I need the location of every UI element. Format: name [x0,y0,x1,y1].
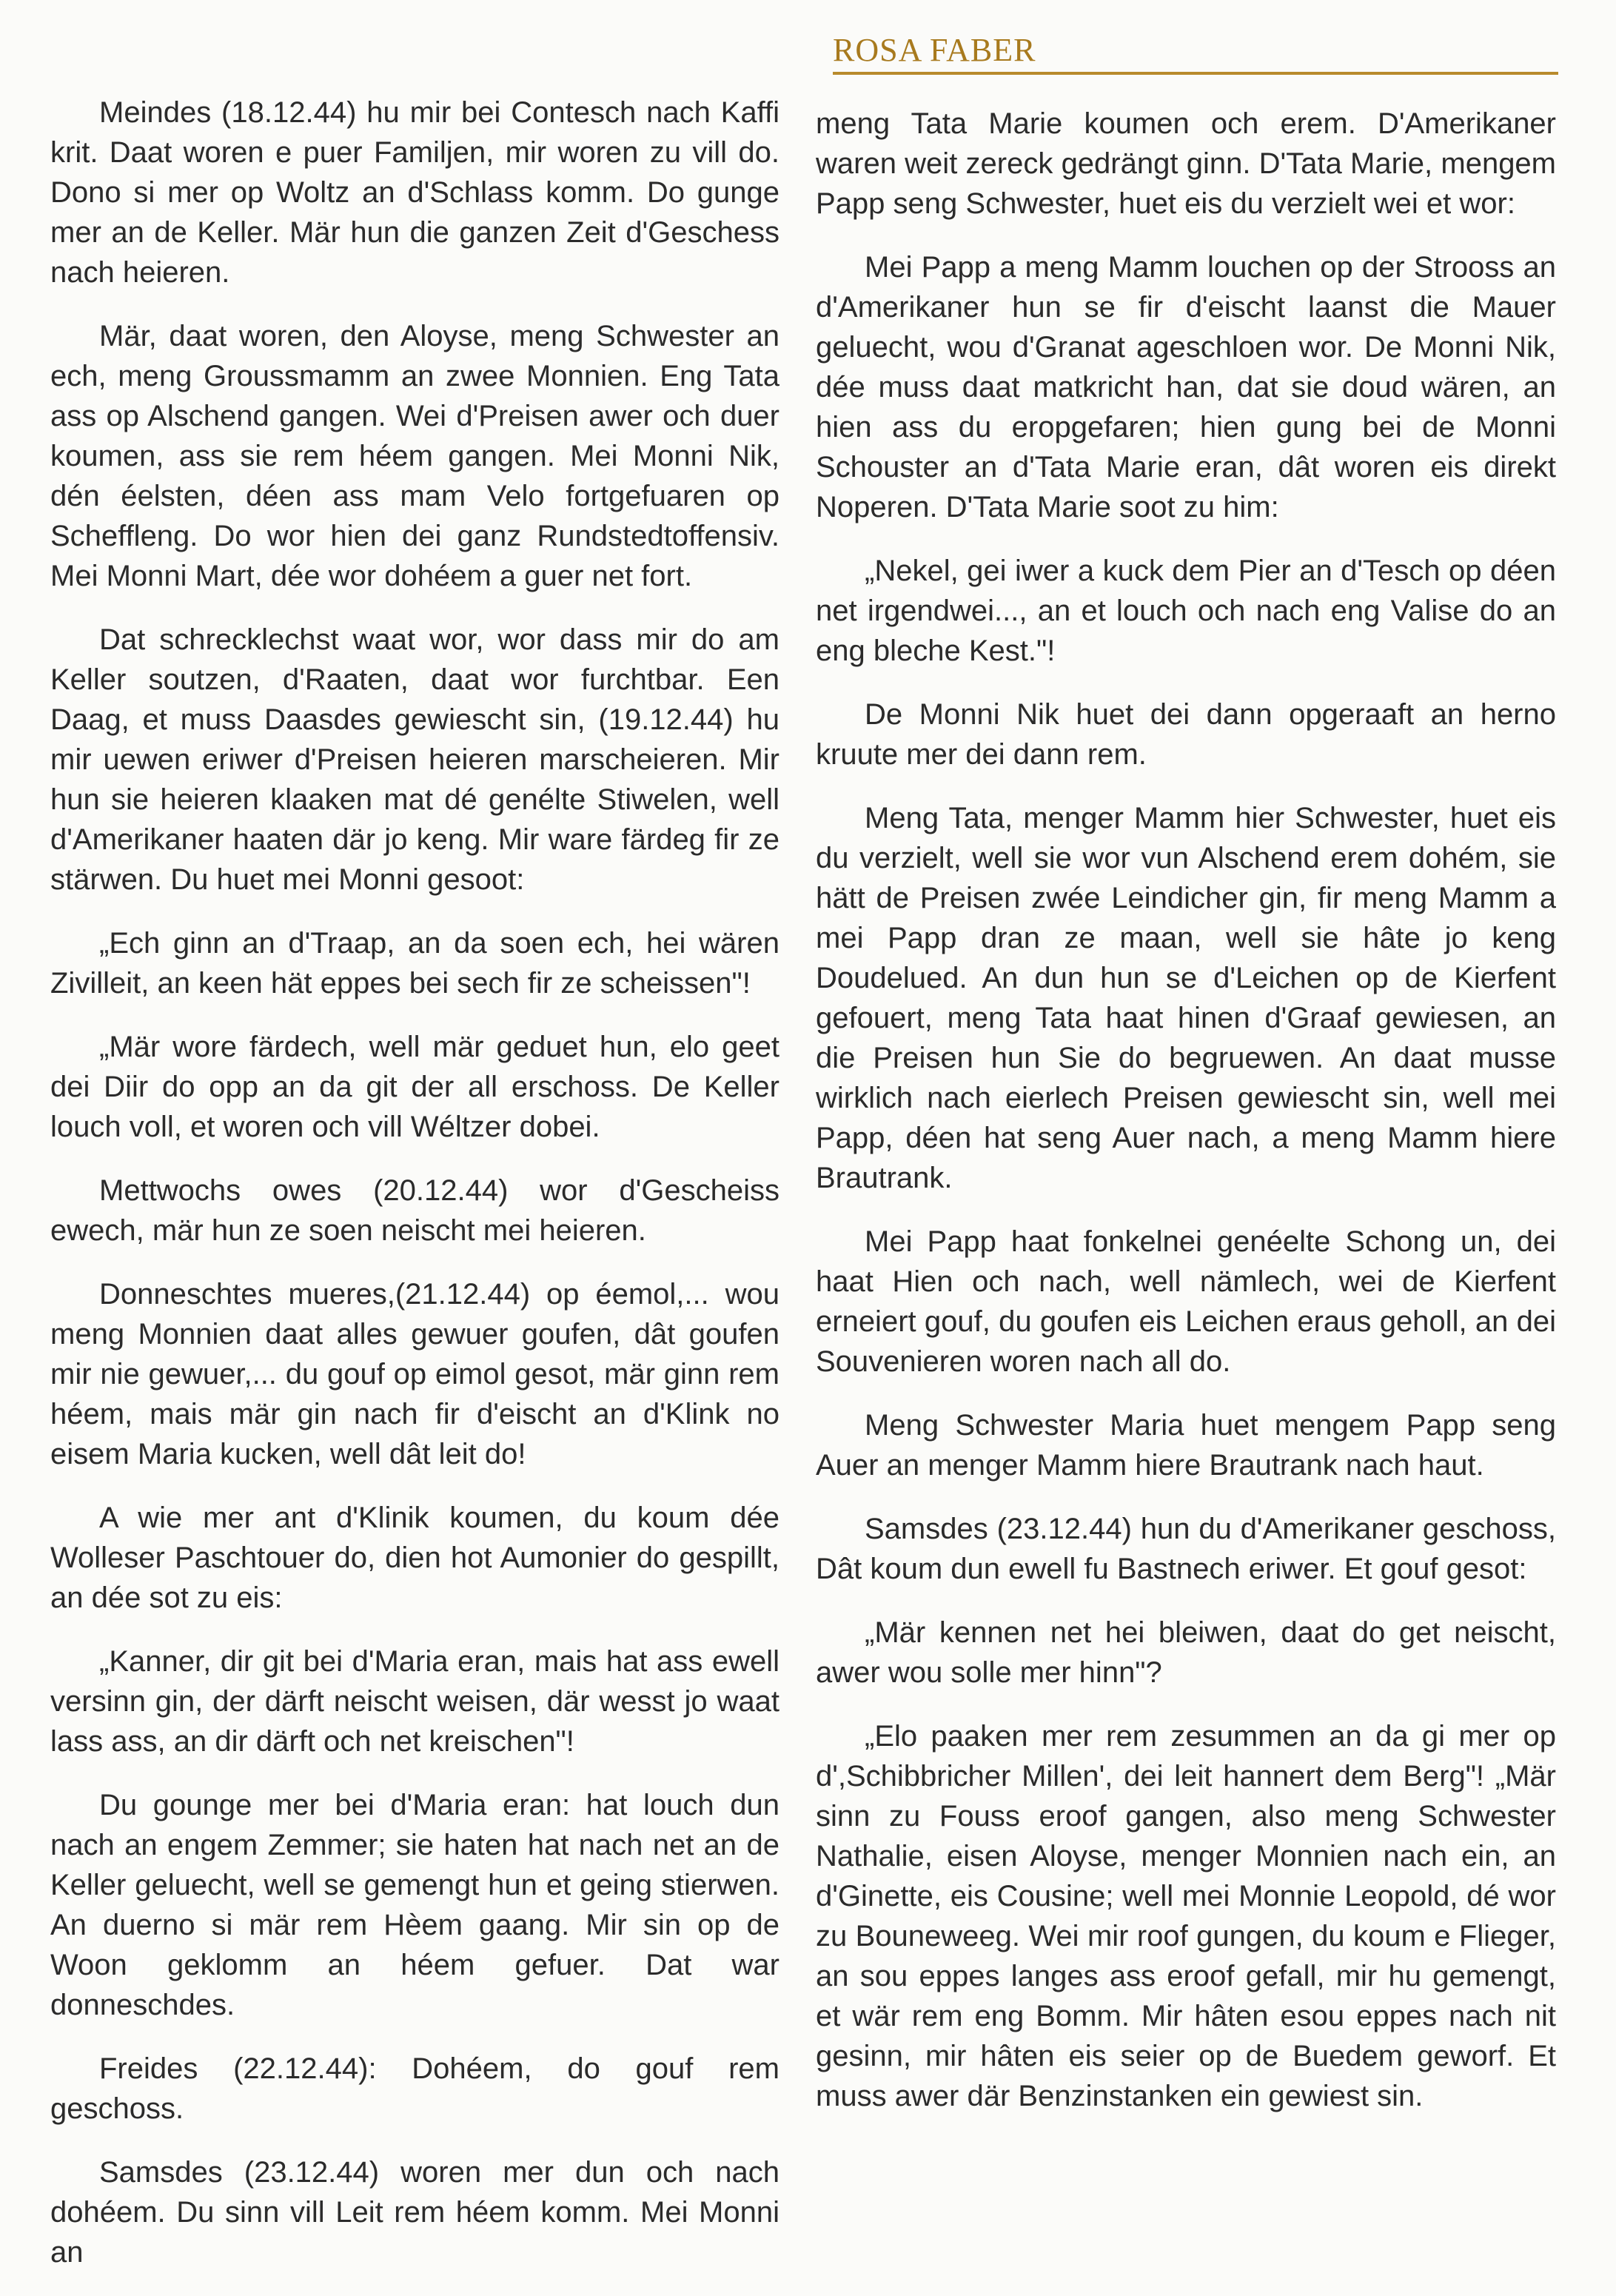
paragraph: Samsdes (23.12.44) hun du d'Amerikaner geschoss, Dât koum dun ewell fu Bastnech eriwer. Et gouf gesot: [816,1513,1556,1585]
paragraph: Meng Schwester Maria huet mengem Papp seng Auer an menger Mamm hiere Brautrank nach haut. [816,1409,1556,1482]
paragraph: Samsdes (23.12.44) woren mer dun och nach dohéem. Du sinn vill Leit rem héem komm. Mei Monni an [50,2156,779,2269]
left-column [50,93,779,2296]
paragraph: „Kanner, dir git bei d'Maria eran, mais hat ass ewell versinn gin, der därft neischt weisen, där wesst jo waat lass ass, an dir därft och net kreischen"! [50,1645,779,1758]
paragraph: Donneschtes mueres,(21.12.44) op éemol,... wou meng Monnien daat alles gewuer goufen, dât goufen mir nie gewuer,... du gouf op eimol gesot, mär ginn rem héem, mais mär gin nach fir d'eischt an d'Klink no eisem Maria kucken, well dât leit do! [50,1278,779,1470]
paragraph: Meindes (18.12.44) hu mir bei Contesch nach Kaffi krit. Daat woren e puer Familjen, mir woren zu vill do. Dono si mer op Woltz an d'Schlass komm. Do gunge mer an de Keller. Mär hun die ganzen Zeit d'Geschess nach heieren. [50,96,779,289]
paragraph: Freides (22.12.44): Dohéem, do gouf rem geschoss. [50,2052,779,2125]
paragraph: Mär, daat woren, den Aloyse, meng Schwester an ech, meng Groussmamm an zwee Monnien. Eng Tata ass op Alschend gangen. Wei d'Preisen awer och duer koumen, ass sie rem héem gangen. Mei Monni Nik, dén éelsten, déen ass mam Velo fortgefuaren op Scheffleng. Do wor hien dei ganz Rundstedtoffensiv. Mei Monni Mart, dée wor dohéem a guer net fort. [50,320,779,592]
right-column [816,104,1556,2140]
paragraph: De Monni Nik huet dei dann opgeraaft an herno kruute mer dei dann rem. [816,698,1556,771]
paragraph: Mettwochs owes (20.12.44) wor d'Gescheiss ewech, mär hun ze soen neischt mei heieren. [50,1174,779,1247]
paragraph: Mei Papp a meng Mamm louchen op der Strooss an d'Amerikaner hun se fir d'eischt laanst die Mauer geluecht, wou d'Granat ageschloen wor. De Monni Nik, dée muss daat matkricht han, dat sie doud wären, an hien ass du eropgefaren; hien gung bei de Monni Schouster an d'Tata Marie eran, dât woren eis direkt Noperen. D'Tata Marie soot zu him: [816,251,1556,523]
paragraph: „Mär wore färdech, well mär geduet hun, elo geet dei Diir do opp an da git der all erschoss. De Keller louch voll, et woren och vill Wéltzer dobei. [50,1031,779,1143]
paragraph: Dat schrecklechst waat wor, wor dass mir do am Keller soutzen, d'Raaten, daat wor furchtbar. Een Daag, et muss Daasdes gewiescht sin, (19.12.44) hu mir uewen eriwer d'Preisen heieren marscheieren. Mir hun sie heieren klaaken mat dé genélte Stiwelen, well d'Amerikaner haaten där jo keng. Mir ware färdeg fir ze stärwen. Du huet mei Monni gesoot: [50,623,779,896]
paragraph: Meng Tata, menger Mamm hier Schwester, huet eis du verzielt, well sie wor vun Alschend erem dohém, sie hätt de Preisen zwée Leindicher gin, fir meng Mamm a mei Papp dran ze maan, well sie hâte jo keng Doudelued. An dun hun se d'Leichen op de Kierfent gefouert, meng Tata haat hinen d'Graaf gewiesen, an die Preisen hun Sie do begruewen. An daat musse wirklich nach eierlech Preisen gewiescht sin, well mei Papp, déen hat seng Auer nach, a meng Mamm hiere Brautrank. [816,802,1556,1194]
paragraph: Mei Papp haat fonkelnei genéelte Schong un, dei haat Hien och nach, well nämlech, wei de Kierfent erneiert gouf, du goufen eis Leichen eraus geholl, an dei Souvenieren woren nach all do. [816,1225,1556,1378]
paragraph: meng Tata Marie koumen och erem. D'Amerikaner waren weit zereck gedrängt ginn. D'Tata Marie, mengem Papp seng Schwester, huet eis du verzielt wei et wor: [816,107,1556,220]
paragraph: A wie mer ant d'Klinik koumen, du koum dée Wolleser Paschtouer do, dien hot Aumonier do gespillt, an dée sot zu eis: [50,1502,779,1614]
page-header [833,31,1558,75]
paragraph: „Ech ginn an d'Traap, an da soen ech, hei wären Zivilleit, an keen hät eppes bei sech fir ze scheissen"! [50,927,779,1000]
paragraph: „Elo paaken mer rem zesummen an da gi mer op d',Schibbricher Millen', dei leit hannert dem Berg"! „Mär sinn zu Fouss eroof gangen, also meng Schwester Nathalie, eisen Aloyse, menger Monnien nach ein, an d'Ginette, eis Cousine; well mei Monnie Leopold, dé wor zu Bouneweeg. Wei mir roof gungen, du koum e Flieger, an sou eppes langes ass eroof gefall, mir hu gemengt, et wär rem eng Bomm. Mir hâten esou eppes nach nit gesinn, mir hâten eis seier op de Buedem geworf. Et muss awer där Benzinstanken ein gewiest sin. [816,1720,1556,2112]
paragraph: Du gounge mer bei d'Maria eran: hat louch dun nach an engem Zemmer; sie haten hat nach net an de Keller geluecht, well se gemengt hun et geing stierwen. An duerno si mär rem Hèem gaang. Mir sin op de Woon geklomm an héem gefuer. Dat war donneschdes. [50,1789,779,2021]
paragraph: „Mär kennen net hei bleiwen, daat do get neischt, awer wou solle mer hinn"? [816,1616,1556,1689]
author-name: ROSA FABER [833,32,1036,68]
paragraph: „Nekel, gei iwer a kuck dem Pier an d'Tesch op déen net irgendwei..., an et louch och nach eng Valise do an eng bleche Kest."! [816,555,1556,667]
